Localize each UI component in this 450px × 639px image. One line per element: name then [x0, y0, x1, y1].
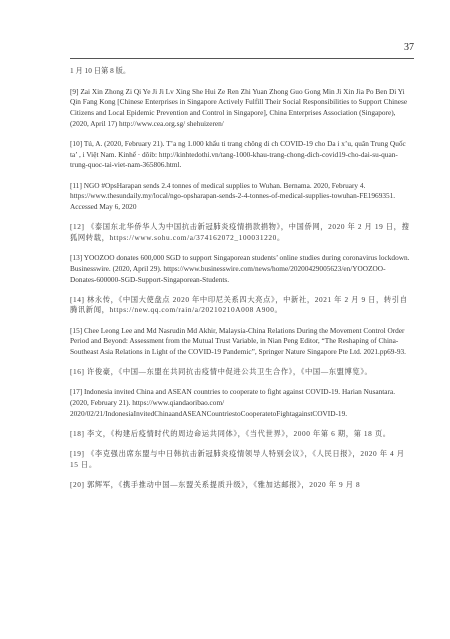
reference-item: [19] 《李克强出席东盟与中日韩抗击新冠肺炎疫情领导人特别会议》，《人民日报》，2020 年 4 月 15 日。 [70, 449, 405, 469]
reference-item: [9] Zai Xin Zhong Zi Qi Ye Ji Ji Lv Xing She Hui Ze Ren Zhi Yuan Zhong Guo Gong Min Ji Xin Jia Po Ben Di Yi Qin Fang Kong [Chinese Enterprises in Singapore Actively Fulfill Their Social Responsibilities to Support Chinese Citizens and Local Epidemic Prevention and Control in Singapore], China Enterprises Association (Singapore), (2020, April 17) http://www.cea.org.sg/ shehuizeren/ [70, 86, 408, 128]
reference-item: [14] 林永传，《中国大使盘点 2020 年中印尼关系四大亮点》，中新社，2021 年 2 月 9 日，转引自腾讯新闻，https://new.qq.com/rain/a/20210210A008 A900。 [70, 294, 408, 315]
reference-item: [15] Chee Leong Lee and Md Nasrudin Md Akhir, Malaysia-China Relations During the Movement Control Order Period and Beyond: Assessment from the Mutual Trust Variable, in Nian Peng Editor, “The Reshaping of China-Southeast Asia Relations in Light of the COVID-19 Pandemic”, Springer Nature Singapore Pte Ltd. 2021.pp69-93. [70, 325, 407, 357]
reference-item: [11] NGO #OpsHarapan sends 2.4 tonnes of medical supplies to Wuhan. Bernama. 2020, February 4. https://www.thesundaily.my/local/ngo-opsharapan-sends-2-4-tonnes-of-medical-supplies-towuhan-FE1969351. Accessed May 6, 2020 [70, 180, 396, 212]
reference-item: [20] 郭辉军，《携手推动中国—东盟关系提质升级》，《雅加达邮报》，2020 年 9 月 8 [70, 480, 361, 490]
header-rule [70, 58, 414, 59]
reference-item: [18] 李文，《构建后疫情时代的周边命运共同体》，《当代世界》，2000 年第 6 期，第 18 页。 [70, 429, 391, 439]
page-number: 37 [404, 42, 414, 53]
references-body [70, 66, 410, 500]
reference-item: [13] YOOZOO donates 600,000 SGD to support Singaporean students’ online studies during coronavirus lockdown. Businesswire. (2020, April 29). https://www.businesswire.com/news/home/20200429005623/en/YOOZOO-Donates-600000-SGD-Support-Singaporean-Students. [70, 253, 410, 284]
reference-item: [16] 许俊豪，《中国—东盟在共同抗击疫情中促进公共卫生合作》，《中国—东盟博览》。 [70, 367, 373, 377]
continuation-text: 1 月 10 日第 8 版。 [70, 66, 131, 75]
reference-item: [17] Indonesia invited China and ASEAN countries to cooperate to fight against COVID-19. Harian Nusantara. (2020, February 21). https://www.qiandaoribao.com/ 2020/02/21/IndonesiaInvitedChinaandASEANCountriestoCooperatetoFightagainstCOVID-19. [70, 387, 396, 418]
reference-item: [12] 《泰国东北华侨华人为中国抗击新冠肺炎疫情捐款捐物》，中国侨网，2020 年 2 月 19 日，搜狐网转载，https://www.sohu.com/a/374162072_100031220。 [70, 222, 410, 242]
reference-item: [10] Tú, A. (2020, February 21). T’a ng 1.000 khẩu ti trang chông di ch COVID-19 cho Da i x’u, quân Trung Quốc ta’ , i Việt Nam. Kinhế · dôib: http://kinhtedothi.vn/tang-1000-khau-trang-chong-dich-covid19-cho-dai-su-quan-trung-quoc-tai-viet-nam-365806.html. [70, 139, 406, 170]
